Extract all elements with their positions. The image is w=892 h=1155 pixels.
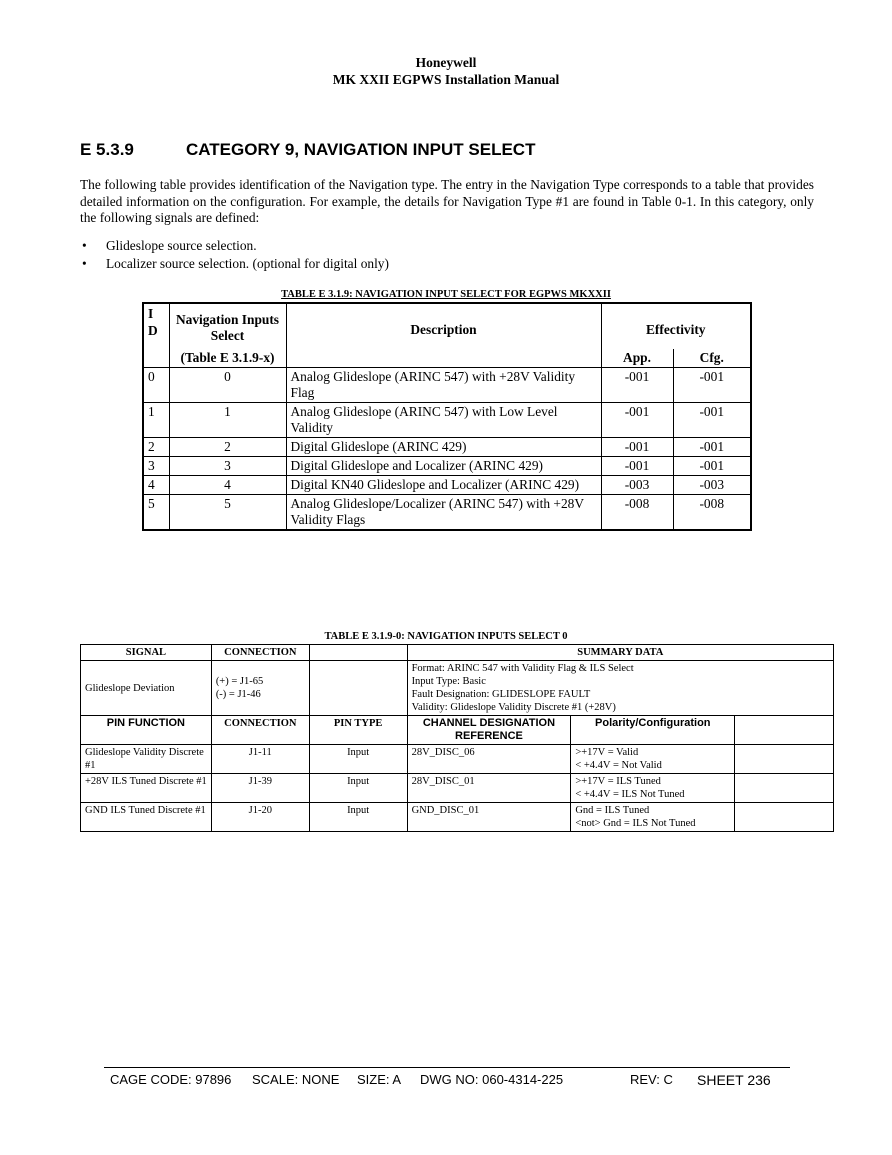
- cell-blank: [735, 774, 834, 803]
- header-company: Honeywell: [415, 55, 477, 70]
- header-summary-data: SUMMARY DATA: [407, 645, 833, 661]
- footer-scale: SCALE: NONE: [252, 1072, 340, 1087]
- cell-summary: [407, 661, 833, 716]
- cell-id: 0: [143, 368, 169, 403]
- bullet-icon: •: [82, 256, 87, 271]
- cell-id: 3: [143, 457, 169, 476]
- cell-app: -001: [601, 438, 673, 457]
- cell-cfg: -001: [673, 438, 751, 457]
- cell-nav: 5: [169, 495, 286, 531]
- polarity-line: < +4.4V = ILS Not Tuned: [575, 789, 685, 800]
- cell-description: Analog Glideslope/Localizer (ARINC 547) with +28V Validity Flags: [286, 495, 601, 531]
- header-manual-title: MK XXII EGPWS Installation Manual: [332, 72, 560, 87]
- footer-size: SIZE: A: [357, 1072, 402, 1087]
- section-heading: [80, 140, 535, 160]
- cell-blank: [735, 745, 834, 774]
- cell-id: 2: [143, 438, 169, 457]
- polarity-line: <not> Gnd = ILS Not Tuned: [575, 818, 696, 829]
- cell-blank: [309, 661, 407, 716]
- header-effectivity: Effectivity: [601, 303, 751, 349]
- cell-pin-type: Input: [309, 774, 407, 803]
- bullet-text: Glideslope source selection.: [106, 238, 257, 253]
- table2-caption: TABLE E 3.1.9-0: NAVIGATION INPUTS SELECT 0: [324, 631, 568, 642]
- cell-pin-type: Input: [309, 803, 407, 832]
- cell-nav: 2: [169, 438, 286, 457]
- table-row: [143, 457, 751, 476]
- cell-nav: 1: [169, 403, 286, 438]
- section-title: CATEGORY 9, NAVIGATION INPUT SELECT: [186, 140, 536, 159]
- header-pin-function: PIN FUNCTION: [81, 716, 212, 745]
- cell-cfg: -003: [673, 476, 751, 495]
- table1-header-row: [143, 303, 751, 349]
- cell-signal: Glideslope Deviation: [81, 661, 212, 716]
- cell-channel: 28V_DISC_01: [407, 774, 571, 803]
- header-pin-type: PIN TYPE: [309, 716, 407, 745]
- cell-app: -001: [601, 457, 673, 476]
- bullet-item: [80, 255, 814, 273]
- footer-drawing-number: DWG NO: 060-4314-225: [420, 1072, 564, 1087]
- polarity-line: >+17V = Valid: [575, 747, 639, 758]
- table1-caption: TABLE E 3.1.9: NAVIGATION INPUT SELECT FOR EGPWS MKXXII: [281, 289, 611, 300]
- table-row: [143, 438, 751, 457]
- cell-connection: J1-11: [211, 745, 309, 774]
- header-signal: SIGNAL: [81, 645, 212, 661]
- summary-line: Fault Designation: GLIDESLOPE FAULT: [411, 689, 591, 700]
- cell-cfg: -001: [673, 457, 751, 476]
- header-polarity: Polarity/Configuration: [571, 716, 735, 745]
- table1-subheader-row: [143, 349, 751, 368]
- cell-description: Analog Glideslope (ARINC 547) with +28V Validity Flag: [286, 368, 601, 403]
- header-id: I D: [143, 303, 169, 368]
- footer-cage-code: CAGE CODE: 97896: [110, 1072, 232, 1087]
- cell-app: -001: [601, 403, 673, 438]
- header-nav-inputs: Navigation Inputs Select: [169, 303, 286, 349]
- header-channel-designation: CHANNEL DESIGNATION REFERENCE: [407, 716, 571, 745]
- page-header: [0, 54, 892, 88]
- cell-connection: [211, 661, 309, 716]
- intro-paragraph: The following table provides identification of the Navigation type. The entry in the Navigation Type corresponds to a table that provides detailed information on the configuration. For example, the details for Navigation Type #1 are found in Table 0-1. In this category, only the following signals are defined:: [80, 177, 814, 225]
- polarity-line: >+17V = ILS Tuned: [575, 776, 661, 787]
- cell-pin-type: Input: [309, 745, 407, 774]
- header-connection-2: CONNECTION: [211, 716, 309, 745]
- cell-nav: 3: [169, 457, 286, 476]
- connection-minus: (-) = J1-46: [215, 689, 261, 700]
- navigation-inputs-select-0-table: [80, 644, 834, 832]
- cell-pin-function: GND ILS Tuned Discrete #1: [81, 803, 212, 832]
- footer-sheet: SHEET 236: [697, 1072, 771, 1088]
- cell-nav: 4: [169, 476, 286, 495]
- header-connection: CONNECTION: [211, 645, 309, 661]
- cell-app: -003: [601, 476, 673, 495]
- cell-id: 5: [143, 495, 169, 531]
- bullet-text: Localizer source selection. (optional for digital only): [106, 256, 389, 271]
- cell-polarity: [571, 774, 735, 803]
- cell-cfg: -008: [673, 495, 751, 531]
- cell-connection: J1-39: [211, 774, 309, 803]
- table-row: [143, 403, 751, 438]
- cell-id: 1: [143, 403, 169, 438]
- cell-pin-function: +28V ILS Tuned Discrete #1: [81, 774, 212, 803]
- cell-cfg: -001: [673, 368, 751, 403]
- bullet-icon: •: [82, 238, 87, 253]
- cell-description: Digital KN40 Glideslope and Localizer (ARINC 429): [286, 476, 601, 495]
- cell-description: Digital Glideslope (ARINC 429): [286, 438, 601, 457]
- table-row: [81, 745, 834, 774]
- signal-row: [81, 661, 834, 716]
- section-number: E 5.3.9: [80, 140, 134, 159]
- header-cfg: Cfg.: [673, 349, 751, 368]
- cell-app: -008: [601, 495, 673, 531]
- cell-connection: J1-20: [211, 803, 309, 832]
- cell-blank: [735, 803, 834, 832]
- cell-description: Digital Glideslope and Localizer (ARINC 429): [286, 457, 601, 476]
- bullet-item: [80, 237, 814, 255]
- cell-channel: 28V_DISC_06: [407, 745, 571, 774]
- table-row: [143, 368, 751, 403]
- bullet-list: [80, 237, 814, 273]
- table-row: [143, 495, 751, 531]
- cell-channel: GND_DISC_01: [407, 803, 571, 832]
- header-blank: [286, 349, 601, 368]
- page-footer: [104, 1067, 790, 1090]
- table2-header-row: [81, 645, 834, 661]
- header-nav-table-ref: (Table E 3.1.9-x): [169, 349, 286, 368]
- cell-description: Analog Glideslope (ARINC 547) with Low Level Validity: [286, 403, 601, 438]
- header-description: Description: [286, 303, 601, 349]
- polarity-line: < +4.4V = Not Valid: [575, 760, 662, 771]
- header-blank-2: [735, 716, 834, 745]
- connection-plus: (+) = J1-65: [215, 676, 264, 687]
- polarity-line: Gnd = ILS Tuned: [575, 805, 650, 816]
- summary-line: Validity: Glideslope Validity Discrete #1 (+28V): [411, 702, 616, 713]
- header-blank: [309, 645, 407, 661]
- cell-cfg: -001: [673, 403, 751, 438]
- header-app: App.: [601, 349, 673, 368]
- cell-polarity: [571, 745, 735, 774]
- summary-line: Input Type: Basic: [411, 676, 486, 687]
- cell-pin-function: Glideslope Validity Discrete #1: [81, 745, 212, 774]
- cell-app: -001: [601, 368, 673, 403]
- table-row: [81, 774, 834, 803]
- table-row: [143, 476, 751, 495]
- cell-polarity: [571, 803, 735, 832]
- table2-subheader-row: [81, 716, 834, 745]
- table-row: [81, 803, 834, 832]
- cell-id: 4: [143, 476, 169, 495]
- cell-nav: 0: [169, 368, 286, 403]
- navigation-input-select-table: [142, 302, 752, 531]
- summary-line: Format: ARINC 547 with Validity Flag & ILS Select: [411, 663, 634, 674]
- footer-revision: REV: C: [630, 1072, 673, 1087]
